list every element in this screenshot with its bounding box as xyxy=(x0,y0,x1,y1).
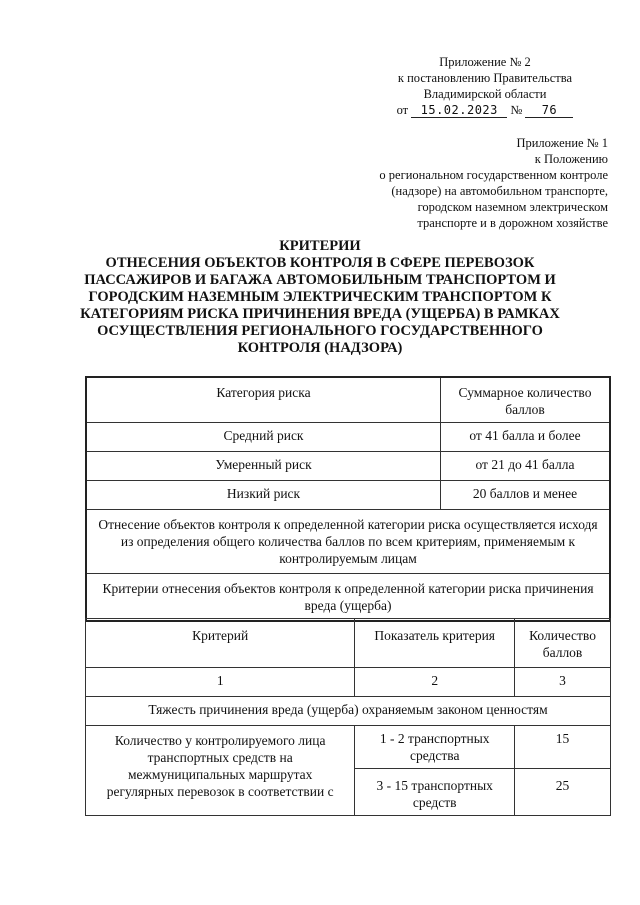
assessment-note: Отнесение объектов контроля к определенной категории риска осуществляется исходя из определения общего количества баллов по всем критериям, применяемым к контролируемым лицам xyxy=(86,510,610,574)
title-line-5: КАТЕГОРИЯМ РИСКА ПРИЧИНЕНИЯ ВРЕДА (УЩЕРБА) В РАМКАХ xyxy=(80,306,560,322)
column-numbers-row xyxy=(86,668,611,697)
attachment-1-line4: (надзоре) на автомобильном транспорте, xyxy=(391,184,608,198)
header-total: Суммарное количество баллов xyxy=(441,377,611,423)
date-prefix: от xyxy=(396,103,409,117)
risk-category-cell: Умеренный риск xyxy=(86,452,441,481)
attachment-1-title: Приложение № 1 xyxy=(516,136,608,150)
risk-category-cell: Низкий риск xyxy=(86,481,441,510)
points-cell: 15 xyxy=(515,726,611,769)
criterion-vehicle-count: Количество у контролируемого лица транспортных средств на межмуниципальных маршрутах регулярных перевозок в соответствии с xyxy=(86,726,355,816)
table-row xyxy=(86,481,610,510)
attachment-2-title: Приложение № 2 xyxy=(439,55,531,69)
attachment-2-block xyxy=(380,54,590,118)
attachment-1-line2: к Положению xyxy=(534,152,608,166)
decree-number: 76 xyxy=(525,103,573,118)
risk-total-cell: от 41 балла и более xyxy=(441,423,611,452)
caption-row xyxy=(86,574,610,622)
column-number-1: 1 xyxy=(86,668,355,697)
table-row xyxy=(86,423,610,452)
note-row xyxy=(86,510,610,574)
attachment-1-line3: о региональном государственном контроле xyxy=(379,168,608,182)
attachment-1-line6: транспорте и в дорожном хозяйстве xyxy=(417,216,608,230)
document-title xyxy=(60,238,580,357)
criteria-caption: Критерии отнесения объектов контроля к определенной категории риска причинения вреда (ущерба) xyxy=(86,574,610,622)
risk-total-cell: 20 баллов и менее xyxy=(441,481,611,510)
attachment-2-decree: к постановлению Правительства xyxy=(397,71,573,85)
table-row xyxy=(86,726,611,769)
indicator-cell: 1 - 2 транспортных средства xyxy=(355,726,515,769)
title-line-6: ОСУЩЕСТВЛЕНИЯ РЕГИОНАЛЬНОГО ГОСУДАРСТВЕННОГО xyxy=(97,323,543,339)
header-indicator: Показатель критерия xyxy=(355,619,515,668)
risk-category-table xyxy=(85,376,611,622)
title-line-7: КОНТРОЛЯ (НАДЗОРА) xyxy=(237,340,403,356)
attachment-1-block xyxy=(360,135,608,231)
title-line-2: ОТНЕСЕНИЯ ОБЪЕКТОВ КОНТРОЛЯ В СФЕРЕ ПЕРЕВОЗОК xyxy=(105,255,535,271)
column-number-3: 3 xyxy=(515,668,611,697)
severity-section-heading: Тяжесть причинения вреда (ущерба) охраняемым законом ценностям xyxy=(86,697,611,726)
indicator-cell: 3 - 15 транспортных средств xyxy=(355,769,515,816)
attachment-1-line5: городском наземном электрическом xyxy=(417,200,608,214)
table-row xyxy=(86,452,610,481)
header-category: Категория риска xyxy=(86,377,441,423)
attachment-2-date-line xyxy=(380,102,590,118)
header-criterion: Критерий xyxy=(86,619,355,668)
column-number-2: 2 xyxy=(355,668,515,697)
title-line-3: ПАССАЖИРОВ И БАГАЖА АВТОМОБИЛЬНЫМ ТРАНСПОРТОМ И xyxy=(84,272,556,288)
criteria-header xyxy=(86,619,611,668)
title-line-1: КРИТЕРИИ xyxy=(279,238,361,254)
section-heading-row xyxy=(86,697,611,726)
risk-total-cell: от 21 до 41 балла xyxy=(441,452,611,481)
title-line-4: ГОРОДСКИМ НАЗЕМНЫМ ЭЛЕКТРИЧЕСКИМ ТРАНСПОРТОМ К xyxy=(88,289,552,305)
decree-date: 15.02.2023 xyxy=(411,103,507,118)
points-cell: 25 xyxy=(515,769,611,816)
criteria-table xyxy=(85,618,611,816)
risk-category-cell: Средний риск xyxy=(86,423,441,452)
number-prefix: № xyxy=(510,103,523,117)
attachment-2-region: Владимирской области xyxy=(423,87,547,101)
header-points: Количество баллов xyxy=(515,619,611,668)
risk-table-header xyxy=(86,377,610,423)
